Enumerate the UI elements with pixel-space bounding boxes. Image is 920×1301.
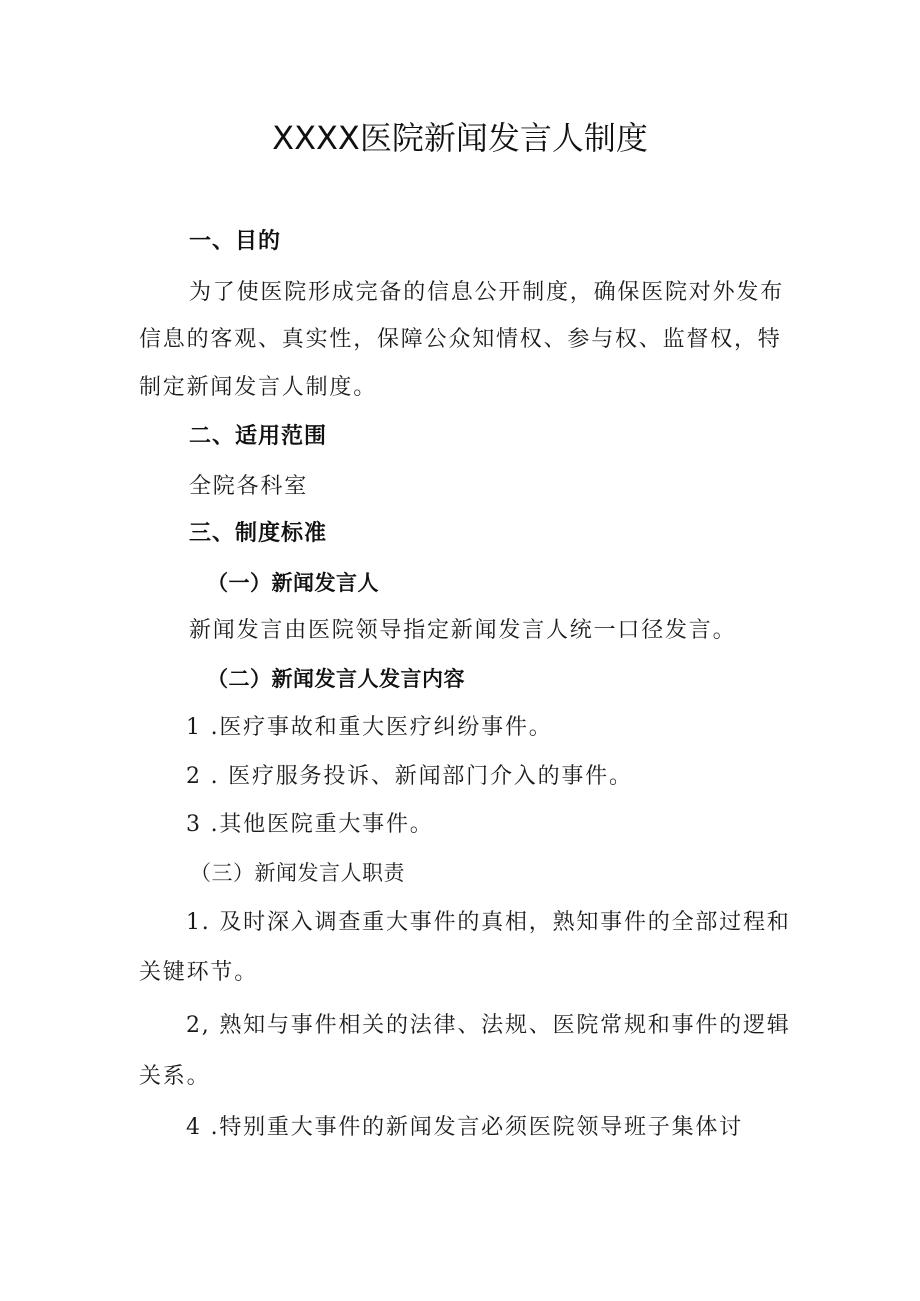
purpose-text-line-3: 制定新闻发言人制度。 (139, 375, 378, 400)
subheading-duties: （三）新闻发言人职责 (190, 861, 405, 885)
duties-item-2-line-1: 2, 熟知与事件相关的法律、法规、医院常规和事件的逻辑 (186, 1013, 791, 1038)
content-list-item-2: 2 . 医疗服务投诉、新闻部门介入的事件。 (186, 764, 633, 789)
spokesperson-text: 新闻发言由医院领导指定新闻发言人统一口径发言。 (189, 618, 737, 643)
section-heading-purpose: 一、目的 (189, 229, 282, 254)
duties-item-1-line-1: 1. 及时深入调查重大事件的真相，熟知事件的全部过程和 (186, 910, 791, 935)
duties-item-4-line-1: 4 .特别重大事件的新闻发言必须医院领导班子集体讨 (186, 1115, 743, 1140)
purpose-text-line-2: 信息的客观、真实性，保障公众知情权、参与权、监督权，特 (139, 327, 782, 352)
section-heading-standards: 三、制度标准 (189, 521, 328, 546)
purpose-text-line-1: 为了使医院形成完备的信息公开制度，确保医院对外发布 (189, 280, 785, 305)
subheading-statement-content: （二）新闻发言人发言内容 (207, 667, 465, 691)
subheading-spokesperson: （一）新闻发言人 (207, 571, 379, 595)
document-title: XXXX医院新闻发言人制度 (272, 119, 648, 157)
duties-item-1-line-2: 关键环节。 (139, 960, 259, 985)
scope-text: 全院各科室 (189, 474, 309, 499)
duties-item-2-line-2: 关系。 (139, 1064, 211, 1089)
section-heading-scope: 二、适用范围 (189, 424, 328, 449)
content-list-item-3: 3 .其他医院重大事件。 (186, 812, 434, 837)
content-list-item-1: 1 .医疗事故和重大医疗纠纷事件。 (186, 715, 553, 740)
